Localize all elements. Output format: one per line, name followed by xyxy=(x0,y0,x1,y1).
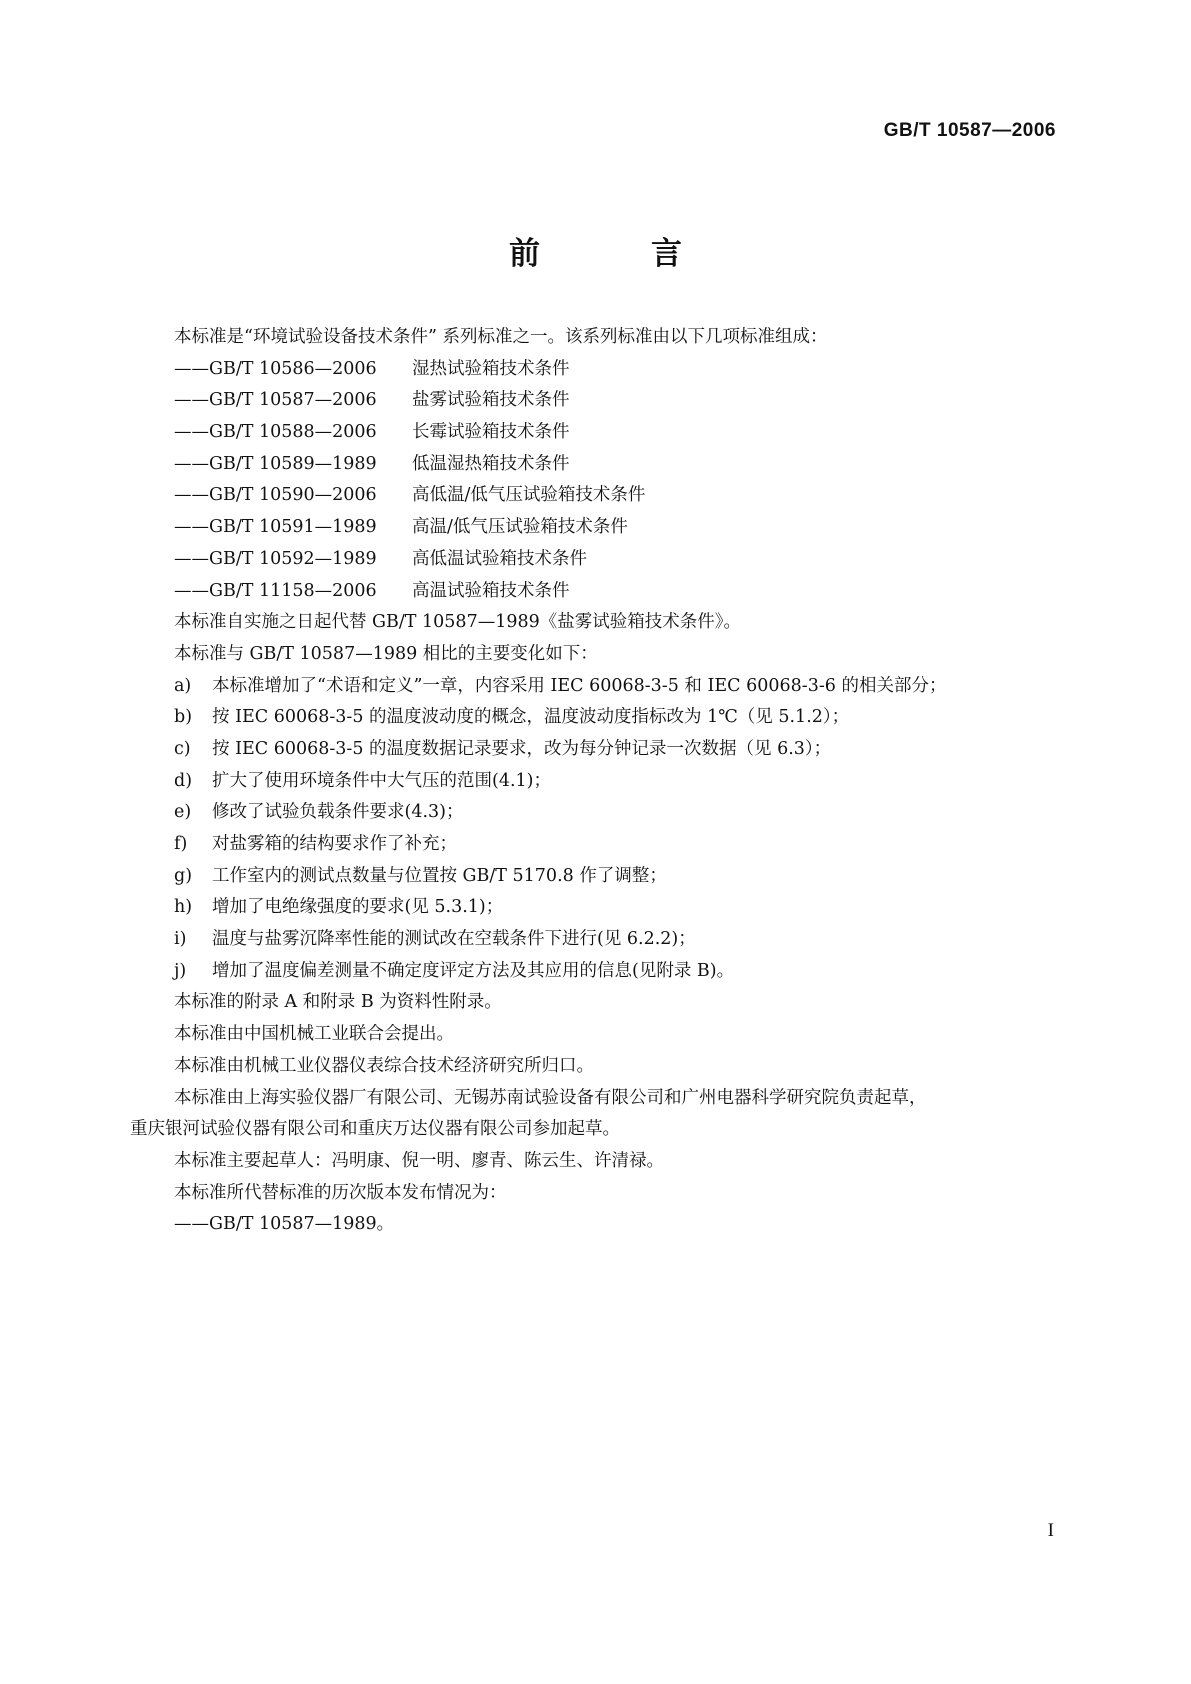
change-item xyxy=(130,924,1065,956)
series-item xyxy=(130,417,1065,449)
change-letter: g) xyxy=(174,865,193,886)
series-code: ——GB/T 10591—1989 xyxy=(174,517,377,538)
change-text: 增加了电绝缘强度的要求(见 5.3.1)； xyxy=(212,897,504,918)
change-letter: i) xyxy=(174,929,187,950)
change-item xyxy=(130,702,1065,734)
change-text: 增加了温度偏差测量不确定度评定方法及其应用的信息(见附录 B)。 xyxy=(212,960,735,981)
series-name: 湿热试验箱技术条件 xyxy=(412,358,570,379)
change-letter: a) xyxy=(174,675,192,696)
replacement-paragraph: 本标准自实施之日起代替 GB/T 10587—1989《盐雾试验箱技术条件》。 xyxy=(174,612,741,633)
centralized-paragraph: 本标准由机械工业仪器仪表综合技术经济研究所归口。 xyxy=(174,1055,594,1076)
page-number: I xyxy=(1047,1520,1054,1541)
series-code: ——GB/T 11158—2006 xyxy=(174,580,377,601)
series-code: ——GB/T 10592—1989 xyxy=(174,548,377,569)
series-name: 高低温试验箱技术条件 xyxy=(412,548,587,569)
main-drafters-paragraph: 本标准主要起草人：冯明康、倪一明、廖青、陈云生、许清禄。 xyxy=(174,1150,664,1171)
change-item xyxy=(130,671,1065,703)
proposer-paragraph: 本标准由中国机械工业联合会提出。 xyxy=(174,1024,454,1045)
change-text: 扩大了使用环境条件中大气压的范围(4.1)； xyxy=(212,770,551,791)
change-item xyxy=(130,766,1065,798)
page-title: 前 言 xyxy=(509,236,722,272)
series-code: ——GB/T 10586—2006 xyxy=(174,358,377,379)
intro-paragraph: 本标准是“环境试验设备技术条件” 系列标准之一。该系列标准由以下几项标准组成： xyxy=(174,327,828,347)
series-code: ——GB/T 10589—1989 xyxy=(174,453,377,474)
series-item xyxy=(130,544,1065,576)
history-intro: 本标准所代替标准的历次版本发布情况为： xyxy=(174,1182,507,1203)
series-item xyxy=(130,480,1065,512)
series-list xyxy=(130,354,1065,608)
series-name: 长霉试验箱技术条件 xyxy=(412,422,570,443)
series-name: 高温试验箱技术条件 xyxy=(412,580,570,601)
changes-list xyxy=(130,671,1065,988)
series-code: ——GB/T 10590—2006 xyxy=(174,485,377,506)
history-item: ——GB/T 10587—1989。 xyxy=(174,1214,395,1235)
appendix-paragraph: 本标准的附录 A 和附录 B 为资料性附录。 xyxy=(174,992,502,1013)
change-text: 对盐雾箱的结构要求作了补充； xyxy=(212,834,457,854)
series-code: ——GB/T 10588—2006 xyxy=(174,422,377,443)
series-name: 高温/低气压试验箱技术条件 xyxy=(412,517,628,538)
series-item xyxy=(130,576,1065,608)
series-item xyxy=(130,512,1065,544)
change-item xyxy=(130,956,1065,988)
series-code: ——GB/T 10587—2006 xyxy=(174,390,377,411)
standard-code-header: GB/T 10587—2006 xyxy=(883,120,1056,141)
change-letter: j) xyxy=(174,960,187,981)
series-item xyxy=(130,385,1065,417)
change-text: 温度与盐雾沉降率性能的测试改在空载条件下进行(见 6.2.2)； xyxy=(212,929,696,950)
change-letter: d) xyxy=(174,770,193,791)
change-text: 本标准增加了“术语和定义”一章，内容采用 IEC 60068-3-5 和 IEC 60068-3-6 的相关部分； xyxy=(212,675,947,696)
change-letter: b) xyxy=(174,707,193,728)
change-item xyxy=(130,734,1065,766)
change-letter: f) xyxy=(174,834,188,854)
series-item xyxy=(130,449,1065,481)
series-name: 盐雾试验箱技术条件 xyxy=(412,390,570,411)
change-item xyxy=(130,892,1065,924)
change-item xyxy=(130,829,1065,861)
changes-intro: 本标准与 GB/T 10587—1989 相比的主要变化如下： xyxy=(174,643,598,664)
change-text: 按 IEC 60068-3-5 的温度波动度的概念，温度波动度指标改为 1℃（见 5.1.2）； xyxy=(212,707,850,728)
change-text: 按 IEC 60068-3-5 的温度数据记录要求，改为每分钟记录一次数据（见 6.3）； xyxy=(212,738,832,759)
preface-body xyxy=(130,322,1065,1241)
series-item xyxy=(130,354,1065,386)
change-letter: c) xyxy=(174,738,191,759)
change-text: 工作室内的测试点数量与位置按 GB/T 5170.8 作了调整； xyxy=(212,865,667,886)
change-text: 修改了试验负载条件要求(4.3)； xyxy=(212,802,464,823)
series-name: 高低温/低气压试验箱技术条件 xyxy=(412,485,646,506)
drafters-paragraph-line1: 本标准由上海实验仪器厂有限公司、无锡苏南试验设备有限公司和广州电器科学研究院负责起草， xyxy=(174,1087,927,1108)
change-letter: e) xyxy=(174,802,192,823)
drafters-paragraph-line2: 重庆银河试验仪器有限公司和重庆万达仪器有限公司参加起草。 xyxy=(130,1119,620,1140)
change-item xyxy=(130,861,1065,893)
change-letter: h) xyxy=(174,897,193,918)
series-name: 低温湿热箱技术条件 xyxy=(412,453,570,474)
change-item xyxy=(130,797,1065,829)
